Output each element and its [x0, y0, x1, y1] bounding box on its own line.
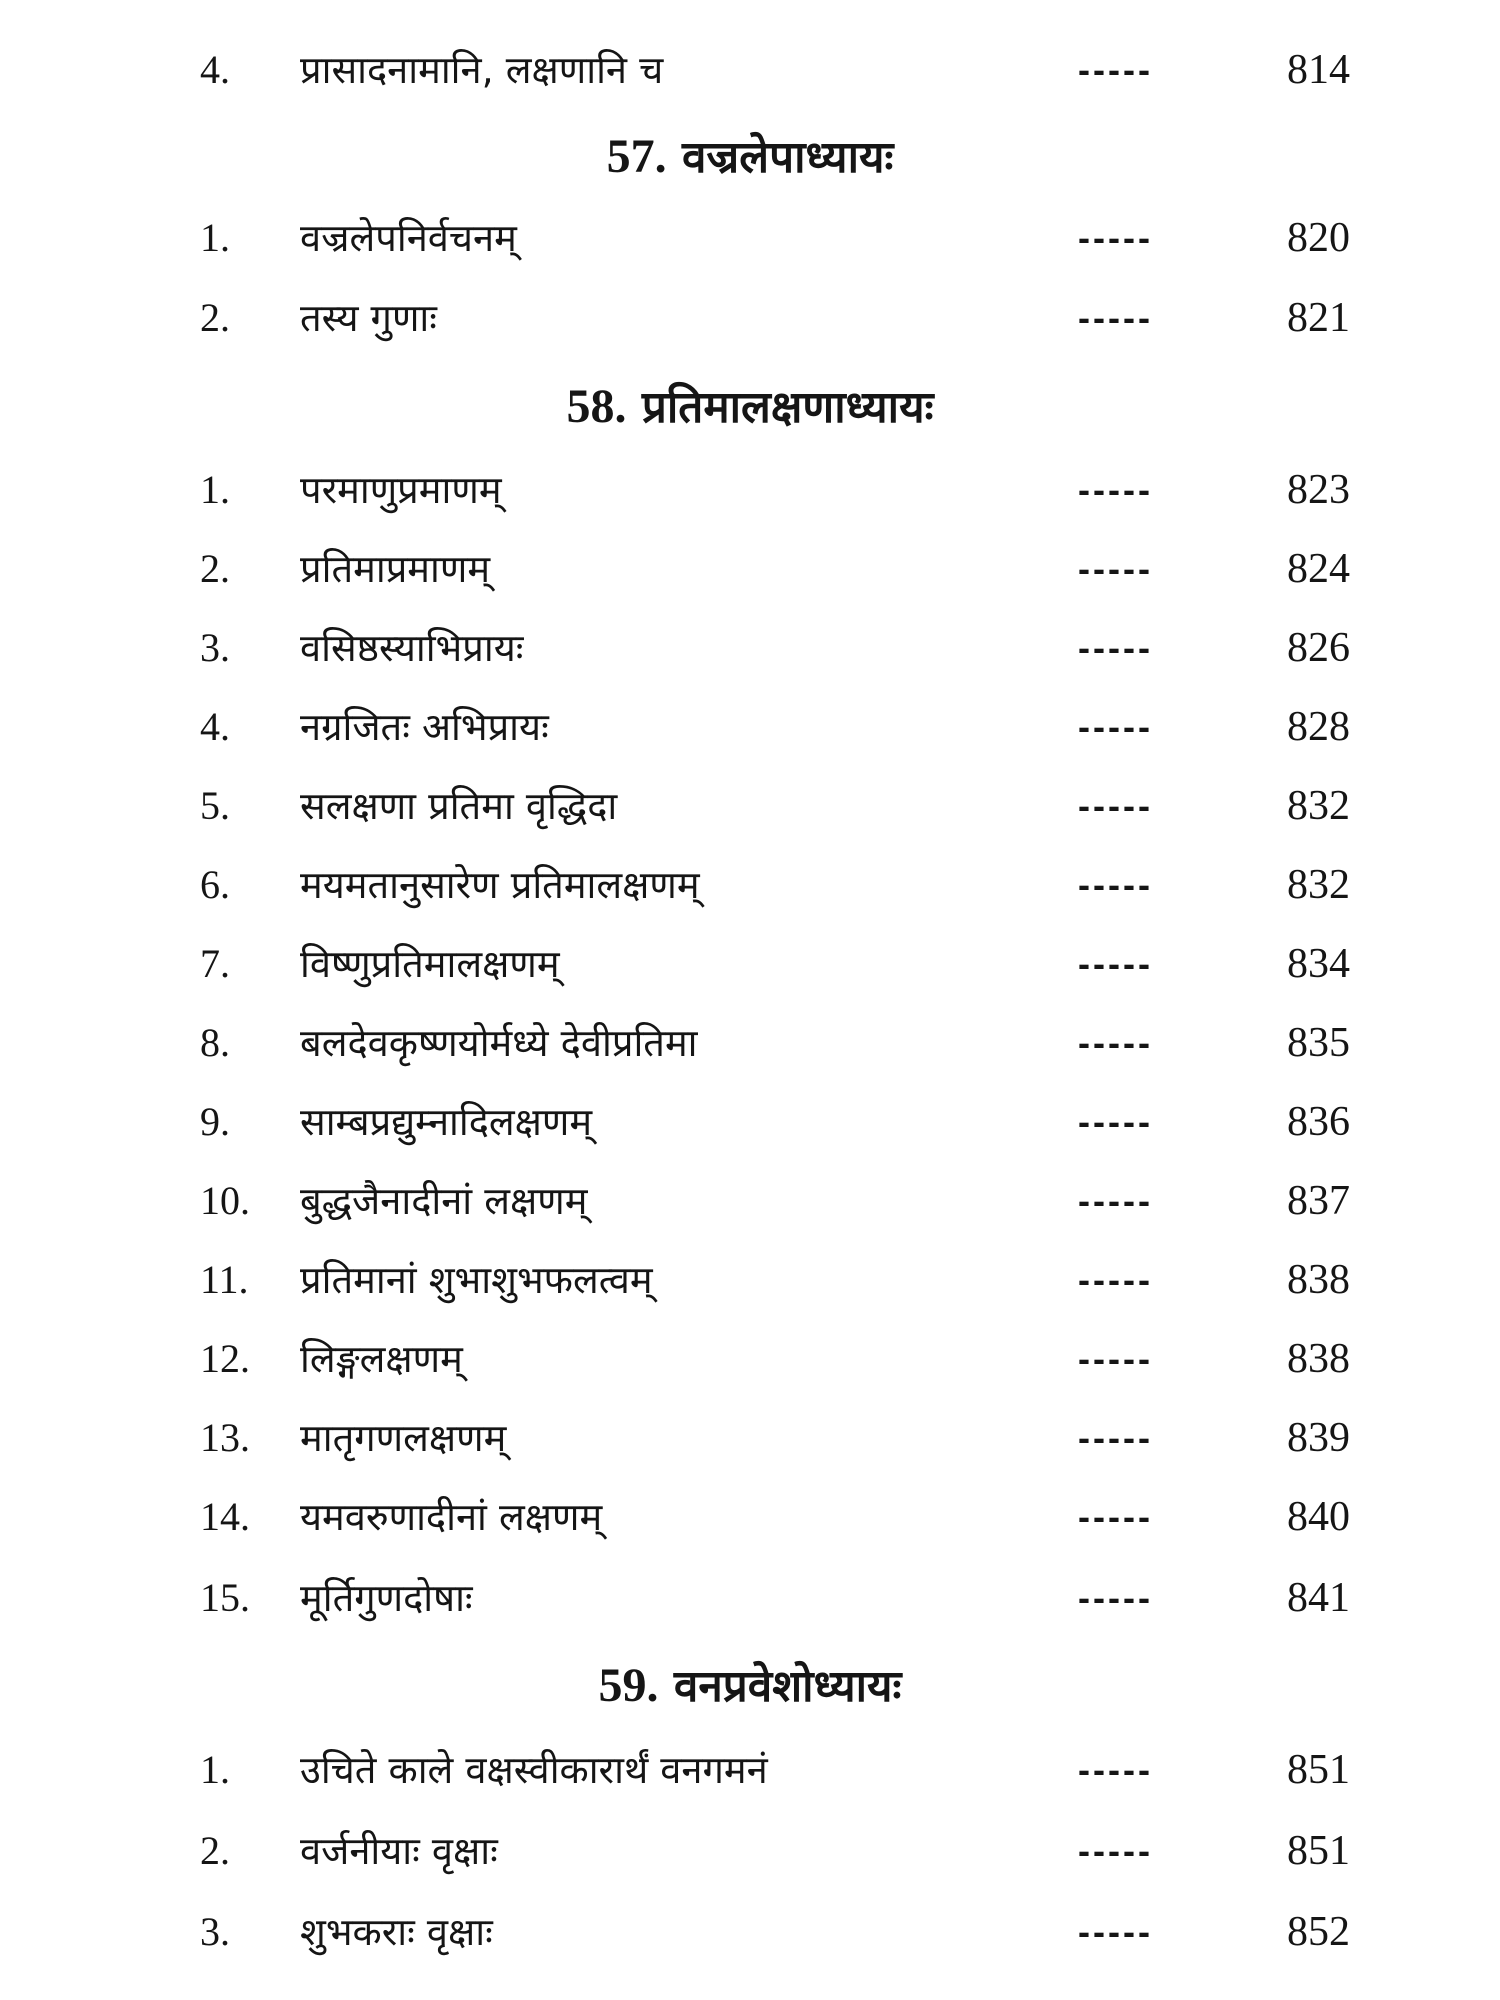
entry-title: मूर्तिगुणदोषाः	[300, 1576, 473, 1620]
section-number: 57.	[606, 130, 667, 183]
toc-entry	[0, 288, 1500, 348]
entry-leader: -----	[1078, 943, 1153, 984]
entry-number: 4.	[200, 47, 230, 92]
entry-page-number: 841	[1287, 1575, 1350, 1621]
entry-number: 2.	[200, 1828, 230, 1873]
toc-entry	[0, 1092, 1500, 1152]
toc-entry	[0, 855, 1500, 915]
entry-leader: -----	[1078, 1338, 1153, 1379]
entry-page-number: 834	[1287, 941, 1350, 987]
section-heading	[0, 122, 1500, 192]
toc-entry	[0, 1487, 1500, 1547]
entry-title: मातृगणलक्षणम्	[300, 1416, 507, 1460]
entry-number: 12.	[200, 1336, 250, 1381]
toc-entry	[0, 697, 1500, 757]
toc-entry	[0, 618, 1500, 678]
toc-entry	[0, 776, 1500, 836]
entry-number: 1.	[200, 467, 230, 512]
entry-leader: -----	[1078, 1830, 1153, 1871]
entry-leader: -----	[1078, 1101, 1153, 1142]
entry-number: 11.	[200, 1257, 249, 1302]
toc-entry	[0, 1329, 1500, 1389]
entry-leader: -----	[1078, 1911, 1153, 1952]
entry-number: 1.	[200, 215, 230, 260]
entry-page-number: 832	[1287, 862, 1350, 908]
entry-leader: -----	[1078, 864, 1153, 905]
entry-number: 1.	[200, 1747, 230, 1792]
entry-page-number: 821	[1287, 295, 1350, 341]
toc-entry	[0, 40, 1500, 100]
toc-entry	[0, 1740, 1500, 1800]
entry-title: साम्बप्रद्युम्नादिलक्षणम्	[300, 1100, 593, 1144]
entry-page-number: 814	[1287, 47, 1350, 93]
entry-number: 3.	[200, 625, 230, 670]
entry-title: नग्रजितः अभिप्रायः	[300, 705, 549, 749]
entry-title: विष्णुप्रतिमालक्षणम्	[300, 942, 560, 986]
entry-leader: -----	[1078, 297, 1153, 338]
toc-entry	[0, 1250, 1500, 1310]
toc-entry	[0, 1821, 1500, 1881]
entry-page-number: 828	[1287, 704, 1350, 750]
entry-number: 13.	[200, 1415, 250, 1460]
entry-page-number: 823	[1287, 467, 1350, 513]
entry-leader: -----	[1078, 706, 1153, 747]
section-heading	[0, 372, 1500, 442]
entry-leader: -----	[1078, 217, 1153, 258]
entry-title: परमाणुप्रमाणम्	[300, 468, 502, 512]
entry-page-number: 851	[1287, 1828, 1350, 1874]
entry-title: बलदेवकृष्णयोर्मध्ये देवीप्रतिमा	[300, 1021, 698, 1065]
entry-page-number: 837	[1287, 1178, 1350, 1224]
entry-page-number: 839	[1287, 1415, 1350, 1461]
entry-leader: -----	[1078, 627, 1153, 668]
entry-number: 4.	[200, 704, 230, 749]
entry-number: 5.	[200, 783, 230, 828]
entry-title: शुभकराः वृक्षाः	[300, 1910, 493, 1954]
entry-title: बुद्धजैनादीनां लक्षणम्	[300, 1179, 588, 1223]
entry-page-number: 852	[1287, 1909, 1350, 1955]
section-title: वनप्रवेशोध्यायः	[673, 1661, 902, 1712]
entry-page-number: 851	[1287, 1747, 1350, 1793]
entry-number: 3.	[200, 1909, 230, 1954]
entry-title: लिङ्गलक्षणम्	[300, 1337, 463, 1381]
entry-title: तस्य गुणाः	[300, 296, 437, 340]
entry-number: 14.	[200, 1494, 250, 1539]
entry-title: वसिष्ठस्याभिप्रायः	[300, 626, 524, 670]
entry-page-number: 835	[1287, 1020, 1350, 1066]
section-title: प्रतिमालक्षणाध्यायः	[641, 382, 934, 433]
entry-number: 7.	[200, 941, 230, 986]
entry-title: सलक्षणा प्रतिमा वृद्धिदा	[300, 784, 618, 828]
entry-number: 9.	[200, 1099, 230, 1144]
entry-number: 10.	[200, 1178, 250, 1223]
entry-page-number: 836	[1287, 1099, 1350, 1145]
entry-page-number: 820	[1287, 215, 1350, 261]
entry-leader: -----	[1078, 1259, 1153, 1300]
toc-entry	[0, 539, 1500, 599]
entry-page-number: 824	[1287, 546, 1350, 592]
entry-title: मयमतानुसारेण प्रतिमालक्षणम्	[300, 863, 700, 907]
toc-entry	[0, 1902, 1500, 1962]
entry-number: 2.	[200, 295, 230, 340]
entry-number: 15.	[200, 1575, 250, 1620]
entry-leader: -----	[1078, 1749, 1153, 1790]
entry-number: 8.	[200, 1020, 230, 1065]
entry-leader: -----	[1078, 1180, 1153, 1221]
toc-entry	[0, 1013, 1500, 1073]
toc-entry	[0, 934, 1500, 994]
section-title: वज्रलेपाध्यायः	[681, 132, 894, 183]
section-number: 59.	[598, 1659, 659, 1712]
entry-page-number: 826	[1287, 625, 1350, 671]
toc-entry	[0, 1408, 1500, 1468]
entry-leader: -----	[1078, 1577, 1153, 1618]
entry-leader: -----	[1078, 1496, 1153, 1537]
entry-title: प्रतिमाप्रमाणम्	[300, 547, 491, 591]
toc-entry	[0, 1171, 1500, 1231]
entry-number: 2.	[200, 546, 230, 591]
section-heading	[0, 1651, 1500, 1721]
entry-leader: -----	[1078, 785, 1153, 826]
entry-title: प्रतिमानां शुभाशुभफलत्वम्	[300, 1258, 653, 1302]
entry-leader: -----	[1078, 548, 1153, 589]
entry-number: 6.	[200, 862, 230, 907]
entry-title: उचिते काले वक्षस्वीकारार्थं वनगमनं	[300, 1748, 768, 1792]
entry-leader: -----	[1078, 1417, 1153, 1458]
entry-title: प्रासादनामानि, लक्षणानि च	[300, 48, 664, 92]
entry-title: वर्जनीयाः वृक्षाः	[300, 1829, 498, 1873]
entry-page-number: 838	[1287, 1336, 1350, 1382]
entry-leader: -----	[1078, 49, 1153, 90]
entry-title: यमवरुणादीनां लक्षणम्	[300, 1495, 603, 1539]
entry-page-number: 838	[1287, 1257, 1350, 1303]
entry-title: वज्रलेपनिर्वचनम्	[300, 216, 517, 260]
entry-page-number: 832	[1287, 783, 1350, 829]
toc-entry	[0, 460, 1500, 520]
entry-leader: -----	[1078, 469, 1153, 510]
entry-leader: -----	[1078, 1022, 1153, 1063]
section-number: 58.	[566, 380, 627, 433]
toc-entry	[0, 208, 1500, 268]
toc-entry	[0, 1568, 1500, 1628]
entry-page-number: 840	[1287, 1494, 1350, 1540]
